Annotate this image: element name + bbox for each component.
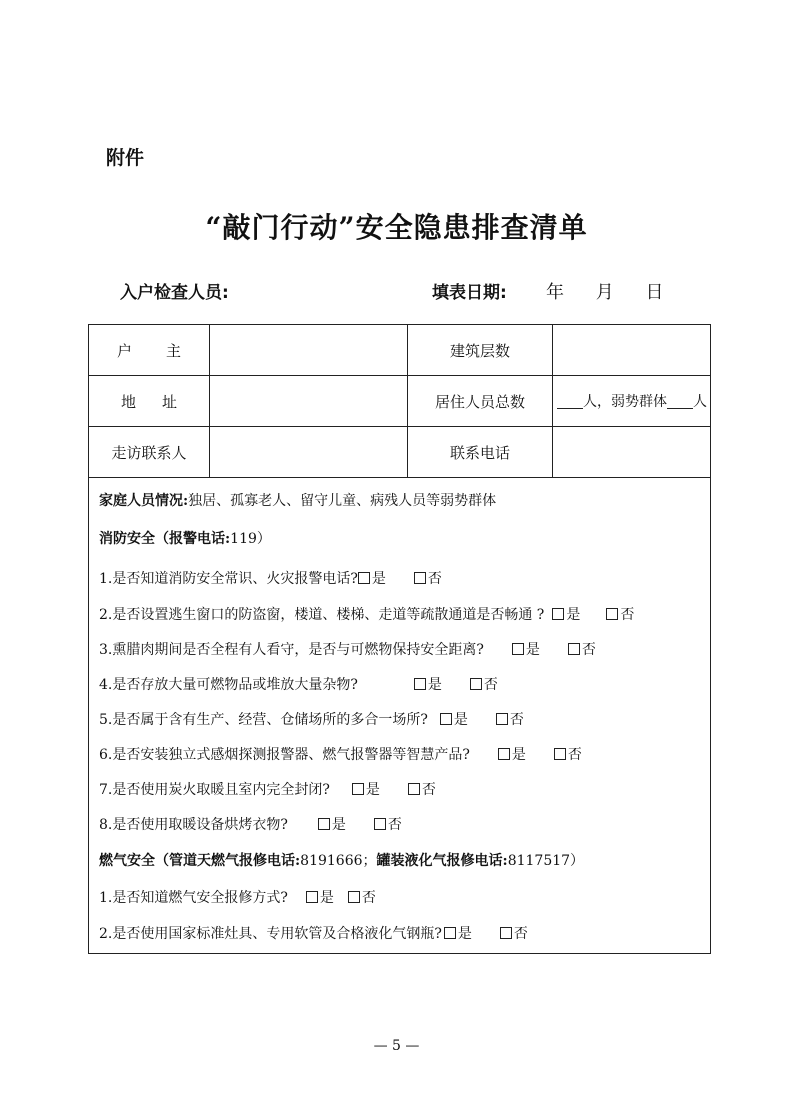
yes-option[interactable]: 是 [444,923,472,943]
no-option[interactable]: 否 [374,814,402,834]
family-text: 独居、孤寡老人、留守儿童、病残人员等弱势群体 [188,493,497,509]
checkbox-icon[interactable] [554,748,566,760]
gas-item-2: 2.是否使用国家标准灶具、专用软管及合格液化气钢瓶? 是 否 [99,923,528,943]
checkbox-icon[interactable] [374,818,386,830]
no-option[interactable]: 否 [500,923,528,943]
checkbox-icon[interactable] [306,891,318,903]
checkbox-icon[interactable] [348,891,360,903]
month-label: 月 [595,282,614,303]
fire-item-8: 8.是否使用取暖设备烘烤衣物? 是 否 [99,814,402,834]
fire-item-6: 6.是否安装独立式感烟探测报警器、燃气报警器等智慧产品? 是 否 [99,744,582,764]
page-number: — 5 — [373,1038,420,1054]
checkbox-icon[interactable] [500,927,512,939]
yes-option[interactable]: 是 [512,639,540,659]
phone-label: 联系电话 [408,427,553,478]
building-floors-field[interactable] [553,325,710,376]
checkbox-icon[interactable] [358,572,370,584]
building-floors-label: 建筑层数 [408,325,553,376]
fire-item-3: 3.熏腊肉期间是否全程有人看守，是否与可燃物保持安全距离? 是 否 [99,639,596,659]
checklist-form [88,324,711,954]
residents-field[interactable] [553,376,710,427]
owner-label: 户主 [89,325,210,376]
checkbox-icon[interactable] [352,783,364,795]
checkbox-icon[interactable] [606,608,618,620]
day-label: 日 [645,282,664,303]
vulnerable-unit: 人 [693,394,707,410]
fire-item-2: 2.是否设置逃生窗口的防盗窗，楼道、楼梯、走道等疏散通道是否畅通 ? 是 否 [99,604,634,624]
phone-field[interactable] [553,427,710,478]
yes-option[interactable]: 是 [306,887,334,907]
gas-item-1: 1.是否知道燃气安全报修方式? 是 否 [99,887,376,907]
residents-label: 居住人员总数 [408,376,553,427]
yes-option[interactable]: 是 [552,604,580,624]
checkbox-icon[interactable] [498,748,510,760]
date-label: 填表日期: [432,283,507,303]
owner-field[interactable] [210,325,408,376]
yes-option[interactable]: 是 [352,779,380,799]
fire-item-5: 5.是否属于含有生产、经营、仓储场所的多合一场所? 是 否 [99,709,524,729]
checkbox-icon[interactable] [496,713,508,725]
residents-count-blank[interactable] [557,394,583,409]
checkbox-icon[interactable] [440,713,452,725]
checkbox-icon[interactable] [408,783,420,795]
yes-option[interactable]: 是 [498,744,526,764]
fire-item-7: 7.是否使用炭火取暖且室内完全封闭? 是 否 [99,779,436,799]
checkbox-icon[interactable] [318,818,330,830]
fire-item-1: 1.是否知道消防安全常识、火灾报警电话? 是 否 [99,568,442,588]
checkbox-icon[interactable] [444,927,456,939]
date-fields [546,278,689,304]
yes-option[interactable]: 是 [440,709,468,729]
info-table [89,325,710,478]
address-label: 地址 [89,376,210,427]
yes-option[interactable]: 是 [414,674,442,694]
no-option[interactable]: 否 [470,674,498,694]
residents-unit: 人，弱势群体 [583,394,667,410]
no-option[interactable]: 否 [554,744,582,764]
family-line [99,490,496,510]
vulnerable-count-blank[interactable] [667,394,693,409]
checkbox-icon[interactable] [414,678,426,690]
no-option[interactable]: 否 [568,639,596,659]
attachment-label: 附件 [106,147,145,169]
inspector-label: 入户检查人员: [120,283,229,303]
checkbox-icon[interactable] [568,643,580,655]
no-option[interactable]: 否 [348,887,376,907]
page-title: “敲门行动”安全隐患排查清单 [205,211,588,244]
year-label: 年 [546,282,564,303]
yes-option[interactable]: 是 [318,814,346,834]
address-field[interactable] [210,376,408,427]
no-option[interactable]: 否 [496,709,524,729]
checkbox-icon[interactable] [512,643,524,655]
checkbox-icon[interactable] [552,608,564,620]
gas-section-title: 燃气安全（管道天燃气报修电话:8191666；罐装液化气报修电话:8117517） [99,853,585,869]
fire-item-4: 4.是否存放大量可燃物品或堆放大量杂物? 是 否 [99,674,498,694]
no-option[interactable]: 否 [606,604,634,624]
family-label: 家庭人员情况: [99,493,189,509]
fire-section-title: 消防安全（报警电话:119） [99,531,271,547]
no-option[interactable]: 否 [414,568,442,588]
contact-field[interactable] [210,427,408,478]
no-option[interactable]: 否 [408,779,436,799]
contact-label: 走访联系人 [89,427,210,478]
checkbox-icon[interactable] [414,572,426,584]
checkbox-icon[interactable] [470,678,482,690]
yes-option[interactable]: 是 [358,568,386,588]
